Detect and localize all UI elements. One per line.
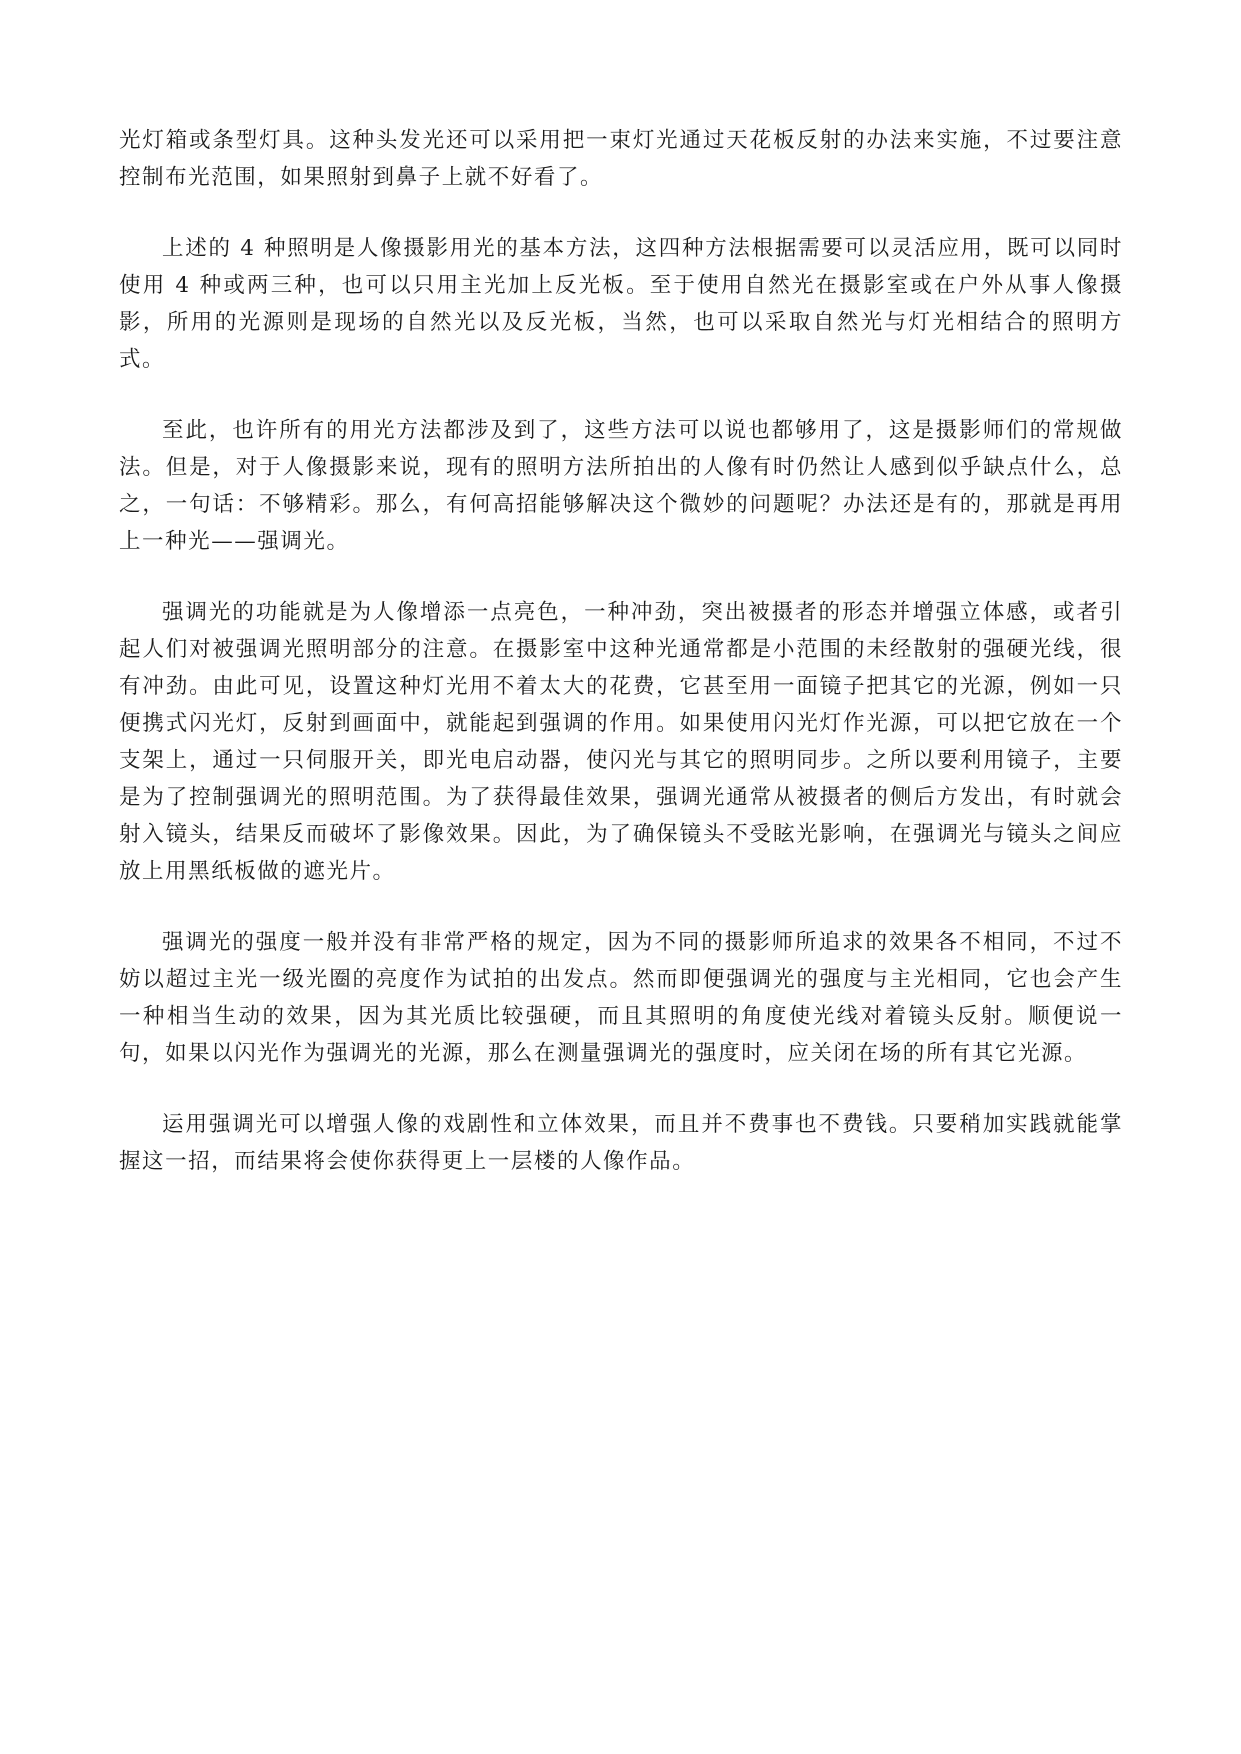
paragraph-accent-light-intro: 至此，也许所有的用光方法都涉及到了，这些方法可以说也都够用了，这是摄影师们的常规做法。但是，对于人像摄影来说，现有的照明方法所拍出的人像有时仍然让人感到似乎缺点什么，总之，一句话：不够精彩。那么，有何高招能够解决这个微妙的问题呢？办法还是有的，那就是再用上一种光——强调光。 [119, 418, 1123, 554]
paragraph-accent-light-intensity: 强调光的强度一般并没有非常严格的规定，因为不同的摄影师所追求的效果各不相同，不过不妨以超过主光一级光圈的亮度作为试拍的出发点。然而即便强调光的强度与主光相同，它也会产生一种相当生动的效果，因为其光质比较强硬，而且其照明的角度使光线对着镜头反射。顺便说一句，如果以闪光作为强调光的光源，那么在测量强调光的强度时，应关闭在场的所有其它光源。 [119, 930, 1123, 1066]
paragraph-conclusion: 运用强调光可以增强人像的戏剧性和立体效果，而且并不费事也不费钱。只要稍加实践就能掌握这一招，而结果将会使你获得更上一层楼的人像作品。 [119, 1112, 1123, 1174]
paragraph-accent-light-function: 强调光的功能就是为人像增添一点亮色，一种冲劲，突出被摄者的形态并增强立体感，或者引起人们对被强调光照明部分的注意。在摄影室中这种光通常都是小范围的未经散射的强硬光线，很有冲劲。由此可见，设置这种灯光用不着太大的花费，它甚至用一面镜子把其它的光源，例如一只便携式闪光灯，反射到画面中，就能起到强调的作用。如果使用闪光灯作光源，可以把它放在一个支架上，通过一只伺服开关，即光电启动器，使闪光与其它的照明同步。之所以要利用镜子，主要是为了控制强调光的照明范围。为了获得最佳效果，强调光通常从被摄者的侧后方发出，有时就会射入镜头，结果反而破坏了影像效果。因此，为了确保镜头不受眩光影响，在强调光与镜头之间应放上用黑纸板做的遮光片。 [119, 600, 1123, 884]
paragraph-continued: 光灯箱或条型灯具。这种头发光还可以采用把一束灯光通过天花板反射的办法来实施，不过要注意控制布光范围，如果照射到鼻子上就不好看了。 [119, 128, 1123, 190]
paragraph-basic-lighting: 上述的 4 种照明是人像摄影用光的基本方法，这四种方法根据需要可以灵活应用，既可以同时使用 4 种或两三种，也可以只用主光加上反光板。至于使用自然光在摄影室或在户外从事人像摄影，所用的光源则是现场的自然光以及反光板，当然，也可以采取自然光与灯光相结合的照明方式。 [119, 236, 1123, 372]
body-text [119, 122, 1123, 1180]
